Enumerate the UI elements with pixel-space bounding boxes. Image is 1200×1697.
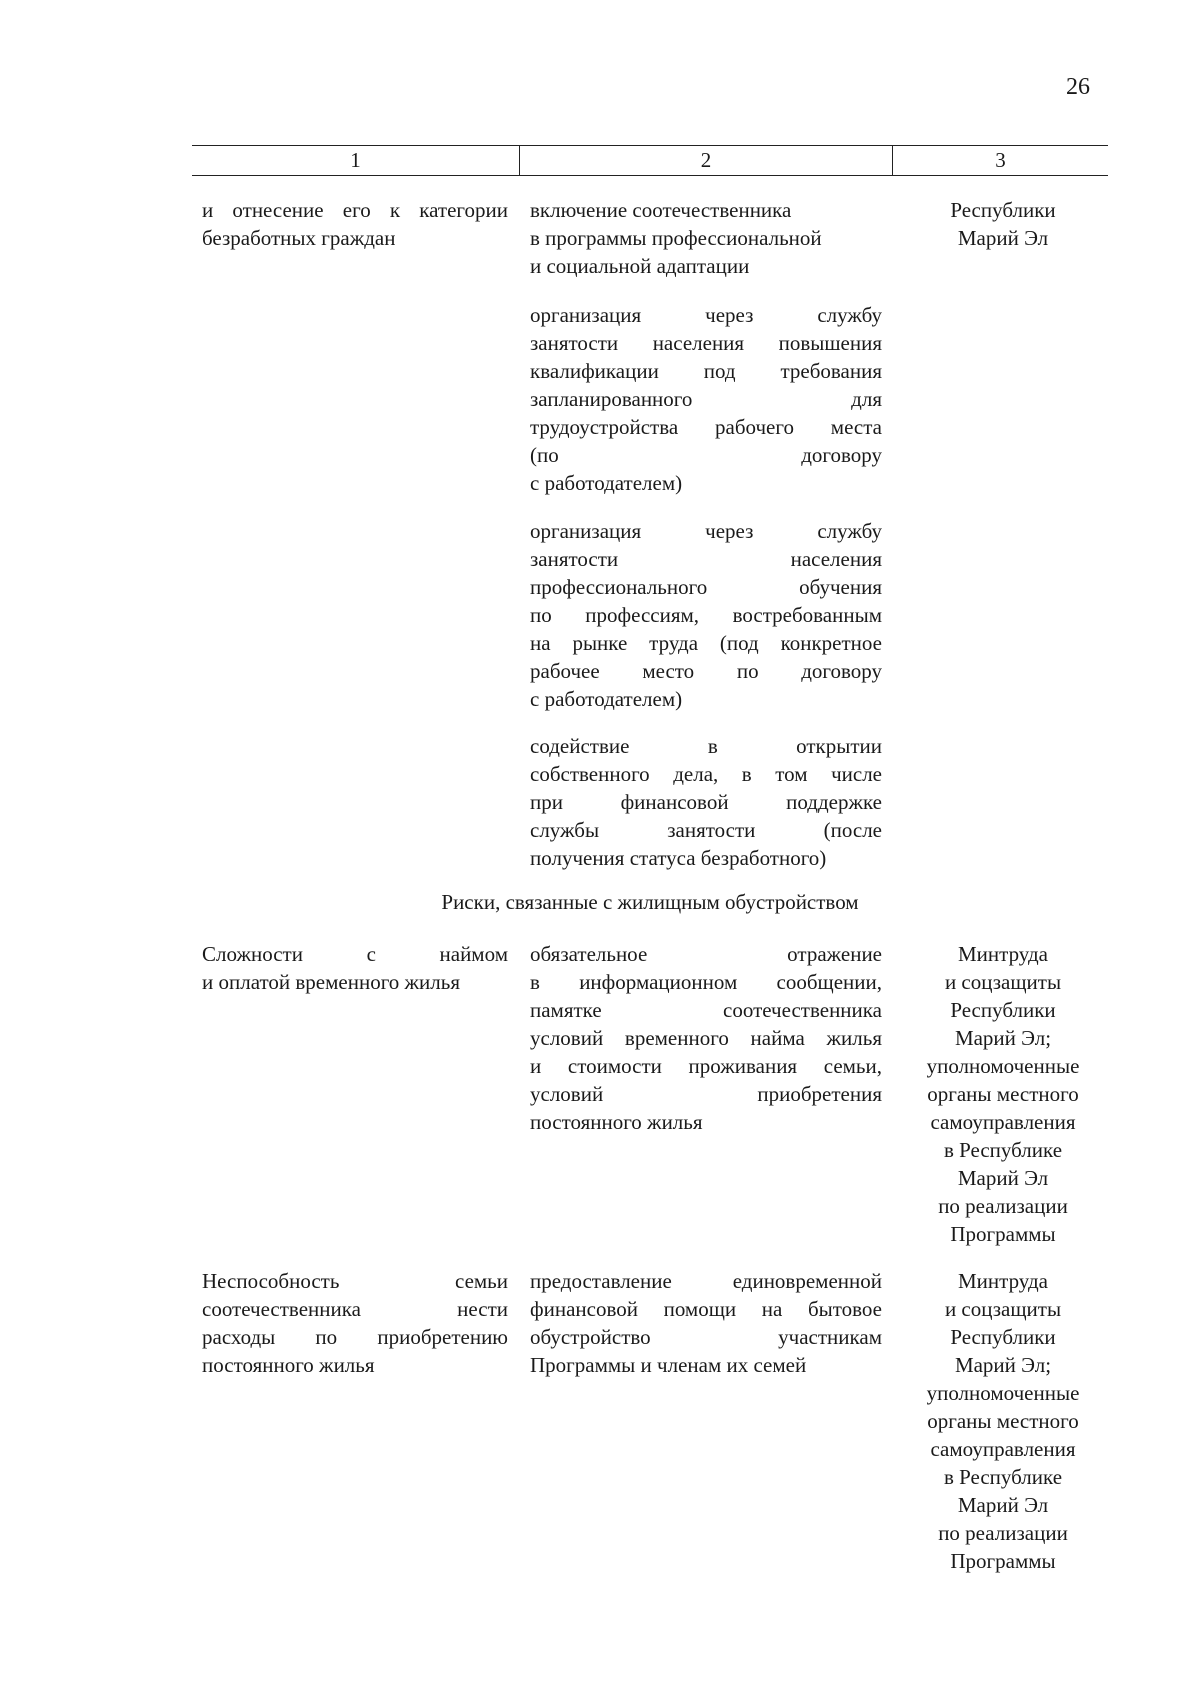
text-line: в Республике	[943, 1465, 1063, 1489]
text-line: в информационном сообщении,	[530, 970, 882, 994]
column-header-2: 2	[520, 146, 893, 175]
text-line: с работодателем)	[530, 687, 683, 711]
text-line: Республики	[950, 198, 1056, 222]
text-line: службы занятости (после	[530, 818, 882, 842]
text-line: безработных граждан	[202, 226, 396, 250]
page-number: 26	[1066, 74, 1090, 100]
text-line: постоянного жилья	[530, 1110, 703, 1134]
column-header-1: 1	[192, 146, 520, 175]
text-line: соотечественника нести	[202, 1297, 508, 1321]
text-line: занятости населения повышения	[530, 331, 882, 355]
text-line: Марий Эл;	[954, 1026, 1052, 1050]
text-line: и оплатой временного жилья	[202, 970, 460, 994]
text-line: организация через службу	[530, 519, 882, 543]
row3-risk-cell	[202, 1267, 508, 1379]
row3-responsible-cell	[910, 1267, 1096, 1575]
text-line: в Республике	[943, 1138, 1063, 1162]
text-line: расходы по приобретению	[202, 1325, 508, 1349]
text-line: и соцзащиты	[944, 1297, 1062, 1321]
text-line: постоянного жилья	[202, 1353, 375, 1377]
text-line: (по договору	[530, 443, 882, 467]
section-heading: Риски, связанные с жилищным обустройством	[441, 890, 859, 914]
text-line: обязательное отражение	[530, 942, 882, 966]
column-header-3: 3	[995, 148, 1006, 172]
text-line: квалификации под требования	[530, 359, 882, 383]
text-line: организация через службу	[530, 303, 882, 327]
text-line: уполномоченные	[926, 1381, 1080, 1405]
row1-risk-cell	[202, 196, 508, 252]
text-line: уполномоченные	[926, 1054, 1080, 1078]
text-line: Сложности с наймом	[202, 942, 508, 966]
text-line: в программы профессиональной	[530, 226, 822, 250]
text-line: Программы	[950, 1222, 1056, 1246]
row1-measure-block-3	[530, 517, 882, 713]
text-line: Минтруда	[958, 942, 1048, 966]
text-line: Программы и членам их семей	[530, 1353, 807, 1377]
text-line: обустройство участникам	[530, 1325, 882, 1349]
row2-measure-cell	[530, 940, 882, 1136]
text-line: по профессиям, востребованным	[530, 603, 882, 627]
text-line: самоуправления	[930, 1437, 1076, 1461]
text-line: Минтруда	[958, 1269, 1048, 1293]
text-line: Марий Эл	[957, 226, 1049, 250]
text-line: финансовой помощи на бытовое	[530, 1297, 882, 1321]
text-line: Республики	[950, 1325, 1056, 1349]
text-line: памятке соотечественника	[530, 998, 882, 1022]
row3-measure-cell	[530, 1267, 882, 1379]
text-line: включение соотечественника	[530, 198, 792, 222]
text-line: содействие в открытии	[530, 734, 882, 758]
text-line: занятости населения	[530, 547, 882, 571]
text-line: по реализации	[938, 1521, 1068, 1545]
text-line: запланированного для	[530, 387, 882, 411]
row2-risk-cell	[202, 940, 508, 996]
text-line: и стоимости проживания семьи,	[530, 1054, 882, 1078]
text-line: Марий Эл	[957, 1493, 1049, 1517]
text-line: на рынке труда (под конкретное	[530, 631, 882, 655]
table-header	[192, 145, 1108, 176]
text-line: органы местного	[927, 1409, 1079, 1433]
row2-responsible-cell	[910, 940, 1096, 1248]
text-line: собственного дела, в том числе	[530, 762, 882, 786]
text-line: Марий Эл;	[954, 1353, 1052, 1377]
text-line: условий временного найма жилья	[530, 1026, 882, 1050]
row1-responsible-cell	[910, 196, 1096, 252]
text-line: и соцзащиты	[944, 970, 1062, 994]
text-line: профессионального обучения	[530, 575, 882, 599]
row1-measure-block-2	[530, 301, 882, 497]
text-line: с работодателем)	[530, 471, 683, 495]
text-line: при финансовой поддержке	[530, 790, 882, 814]
text-line: по реализации	[938, 1194, 1068, 1218]
text-line: Марий Эл	[957, 1166, 1049, 1190]
row1-measure-block-4	[530, 732, 882, 872]
text-line: Неспособность семьи	[202, 1269, 508, 1293]
text-line: и социальной адаптации	[530, 254, 750, 278]
text-line: органы местного	[927, 1082, 1079, 1106]
text-line: предоставление единовременной	[530, 1269, 882, 1293]
text-line: получения статуса безработного)	[530, 846, 827, 870]
row1-measure-block-1	[530, 196, 882, 280]
text-line: трудоустройства рабочего места	[530, 415, 882, 439]
text-line: Республики	[950, 998, 1056, 1022]
text-line: Программы	[950, 1549, 1056, 1573]
text-line: рабочее место по договору	[530, 659, 882, 683]
text-line: условий приобретения	[530, 1082, 882, 1106]
text-line: и отнесение его к категории	[202, 198, 508, 222]
text-line: самоуправления	[930, 1110, 1076, 1134]
